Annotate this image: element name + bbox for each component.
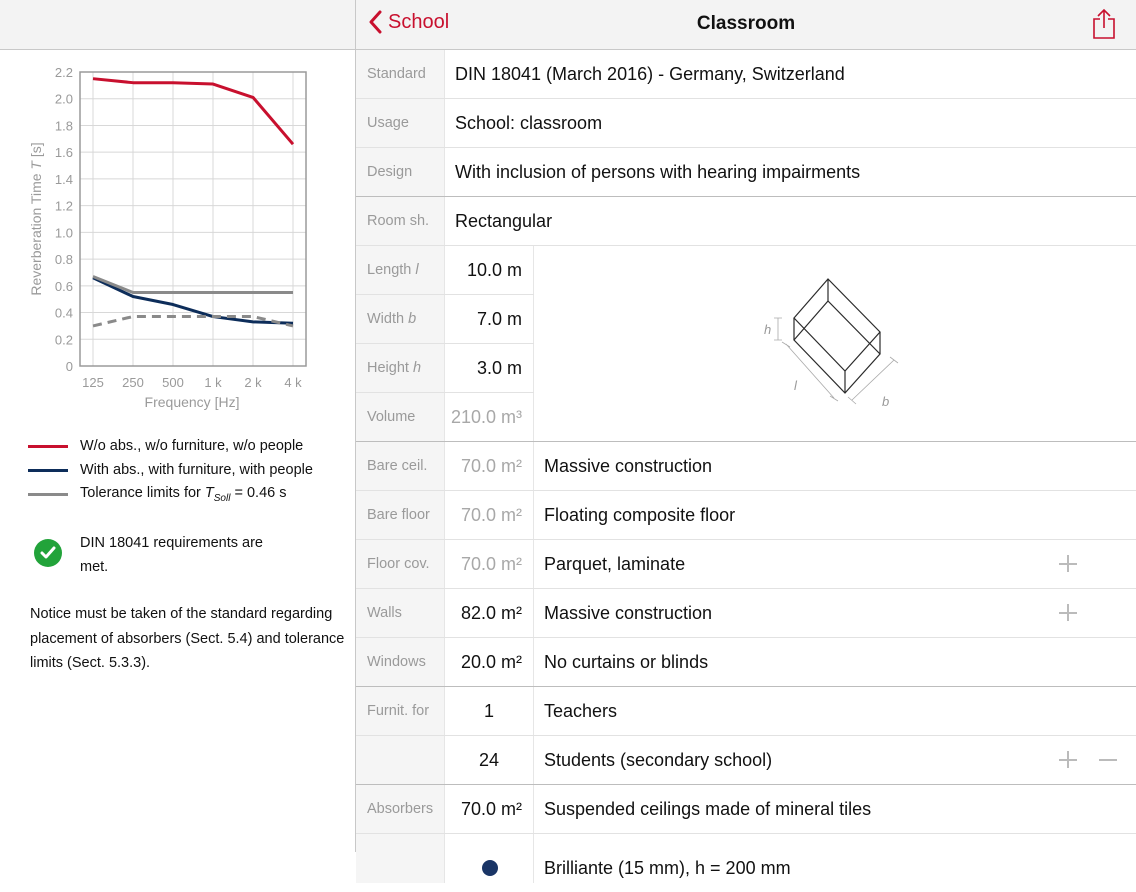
length-value[interactable]: 10.0 m <box>445 246 534 294</box>
walls-area[interactable]: 82.0 m² <box>445 589 534 637</box>
x-tick-label: 500 <box>162 375 184 390</box>
usage-value: School: classroom <box>455 113 603 133</box>
share-icon <box>1092 8 1116 40</box>
page-title: Classroom <box>696 13 796 34</box>
floor-covering-row[interactable] <box>356 540 1136 589</box>
row-label: Width b <box>356 295 445 343</box>
legend-label: Tolerance limits for $T_{Soll} = 0.46$ s <box>80 484 287 504</box>
diagram-b-label: b <box>882 394 890 409</box>
bare-floor-value: Floating composite floor <box>544 505 736 525</box>
row-label: Bare floor <box>356 491 445 539</box>
add-furniture-icon[interactable] <box>1059 750 1079 770</box>
bare-ceiling-value: Massive construction <box>544 456 713 476</box>
diagram-h-label: h <box>764 322 772 337</box>
row-label: Furnit. for <box>356 687 445 735</box>
y-tick-label: 2.2 <box>54 65 73 80</box>
furniture-count[interactable]: 1 <box>445 687 534 735</box>
furniture-value: Teachers <box>544 701 618 721</box>
results-pane <box>0 51 355 852</box>
height-value[interactable]: 3.0 m <box>445 344 534 392</box>
row-label: Design <box>356 148 445 196</box>
absorbers-row[interactable] <box>356 785 1136 834</box>
bare-floor-area: 70.0 m² <box>445 491 534 539</box>
legend-swatch-red <box>28 445 68 448</box>
width-value[interactable]: 7.0 m <box>445 295 534 343</box>
row-label: Standard <box>356 50 445 98</box>
row-label: Absorbers <box>356 785 445 833</box>
notice-text: Notice must be taken of the standard regarding placement of absorbers (Sect. 5.4) and tolerance limits (Sect. 5.3.3). <box>30 606 345 671</box>
legend-label: W/o abs., w/o furniture, w/o people <box>80 438 304 454</box>
usage-row[interactable] <box>356 99 1136 148</box>
diagram-l-label: l <box>794 378 797 393</box>
row-label: Bare ceil. <box>356 442 445 490</box>
row-label: Height h <box>356 344 445 392</box>
absorber-radio[interactable] <box>482 860 498 876</box>
y-tick-label: 1.2 <box>54 198 73 214</box>
status-text: DIN 18041 requirements are met. <box>80 535 263 575</box>
add-floor-covering-icon[interactable] <box>1059 554 1079 574</box>
back-label: School <box>388 10 450 33</box>
furniture-row[interactable] <box>356 736 1136 785</box>
volume-value: 210.0 m³ <box>445 393 534 441</box>
walls-value: Massive construction <box>544 603 713 623</box>
x-tick-label: 4 k <box>284 375 302 390</box>
share-button[interactable] <box>1092 8 1116 45</box>
y-tick-label: 0.6 <box>54 278 73 294</box>
legend-label: With abs., with furniture, with people <box>80 462 313 478</box>
y-axis-label: Reverberation Time T [s] <box>28 142 44 296</box>
row-label: Volume <box>356 393 445 441</box>
row-label: Windows <box>356 638 445 686</box>
bare-ceiling-row[interactable] <box>356 442 1136 491</box>
y-tick-label: 0.2 <box>54 332 73 348</box>
furniture-row[interactable] <box>356 687 1136 736</box>
y-tick-label: 1.6 <box>54 145 73 161</box>
volume-row <box>356 393 1136 442</box>
row-label: Room sh. <box>356 197 445 245</box>
floor-covering-value: Parquet, laminate <box>544 554 686 574</box>
y-tick-label: 0.4 <box>54 305 73 321</box>
input-form <box>356 50 1136 878</box>
y-tick-label: 1.0 <box>54 225 73 241</box>
row-label: Usage <box>356 99 445 147</box>
series-line-0 <box>93 79 293 144</box>
design-value: With inclusion of persons with hearing impairments <box>455 162 861 182</box>
windows-row[interactable] <box>356 638 1136 687</box>
standard-row[interactable] <box>356 50 1136 99</box>
design-row[interactable] <box>356 148 1136 197</box>
standard-value: DIN 18041 (March 2016) - Germany, Switzerland <box>455 64 845 84</box>
windows-value: No curtains or blinds <box>544 652 709 672</box>
room-shape-value: Rectangular <box>455 211 553 231</box>
y-tick-label: 1.4 <box>54 171 73 187</box>
chart-legend <box>28 434 313 506</box>
row-label: Walls <box>356 589 445 637</box>
walls-row[interactable] <box>356 589 1136 638</box>
x-axis-label: Frequency [Hz] <box>144 394 240 410</box>
remove-furniture-icon[interactable] <box>1099 750 1119 770</box>
x-tick-label: 125 <box>82 375 104 390</box>
room-box-diagram <box>756 270 916 410</box>
windows-area[interactable]: 20.0 m² <box>445 638 534 686</box>
floor-covering-area: 70.0 m² <box>445 540 534 588</box>
requirements-status <box>34 531 290 579</box>
y-tick-label: 0 <box>65 359 73 374</box>
reverberation-chart <box>0 51 355 421</box>
row-label: Floor cov. <box>356 540 445 588</box>
series-line-2 <box>93 276 293 292</box>
height-row[interactable] <box>356 344 534 393</box>
width-row[interactable] <box>356 295 534 344</box>
row-label: Length l <box>356 246 445 294</box>
y-tick-label: 0.8 <box>54 252 73 268</box>
bare-ceiling-area: 70.0 m² <box>445 442 534 490</box>
legend-item-tolerance <box>28 482 313 506</box>
furniture-value: Students (secondary school) <box>544 750 773 770</box>
row-label-empty <box>356 834 445 883</box>
series-line-1 <box>93 278 293 323</box>
furniture-count[interactable]: 24 <box>445 736 534 784</box>
legend-item-without <box>28 434 313 458</box>
length-row[interactable] <box>356 246 534 295</box>
y-tick-label: 2.0 <box>54 91 73 107</box>
x-tick-label: 2 k <box>244 375 262 390</box>
legend-swatch-gray <box>28 493 68 496</box>
x-tick-label: 1 k <box>204 375 222 390</box>
nav-bar <box>356 0 1136 50</box>
absorbers-area[interactable]: 70.0 m² <box>445 785 534 833</box>
row-label-empty <box>356 736 445 784</box>
absorber-detail: Brilliante (15 mm), h = 200 mm <box>544 858 791 878</box>
left-header-bar <box>0 0 356 50</box>
x-tick-label: 250 <box>122 375 144 390</box>
y-tick-label: 1.8 <box>54 118 73 134</box>
add-wall-icon[interactable] <box>1059 603 1079 623</box>
legend-item-with <box>28 458 313 482</box>
legend-swatch-navy <box>28 469 68 472</box>
absorber-detail-row[interactable] <box>356 834 1136 883</box>
absorbers-value: Suspended ceilings made of mineral tiles <box>544 799 872 819</box>
bare-floor-row[interactable] <box>356 491 1136 540</box>
room-shape-row[interactable] <box>356 197 1136 246</box>
checkmark-icon <box>34 539 62 567</box>
